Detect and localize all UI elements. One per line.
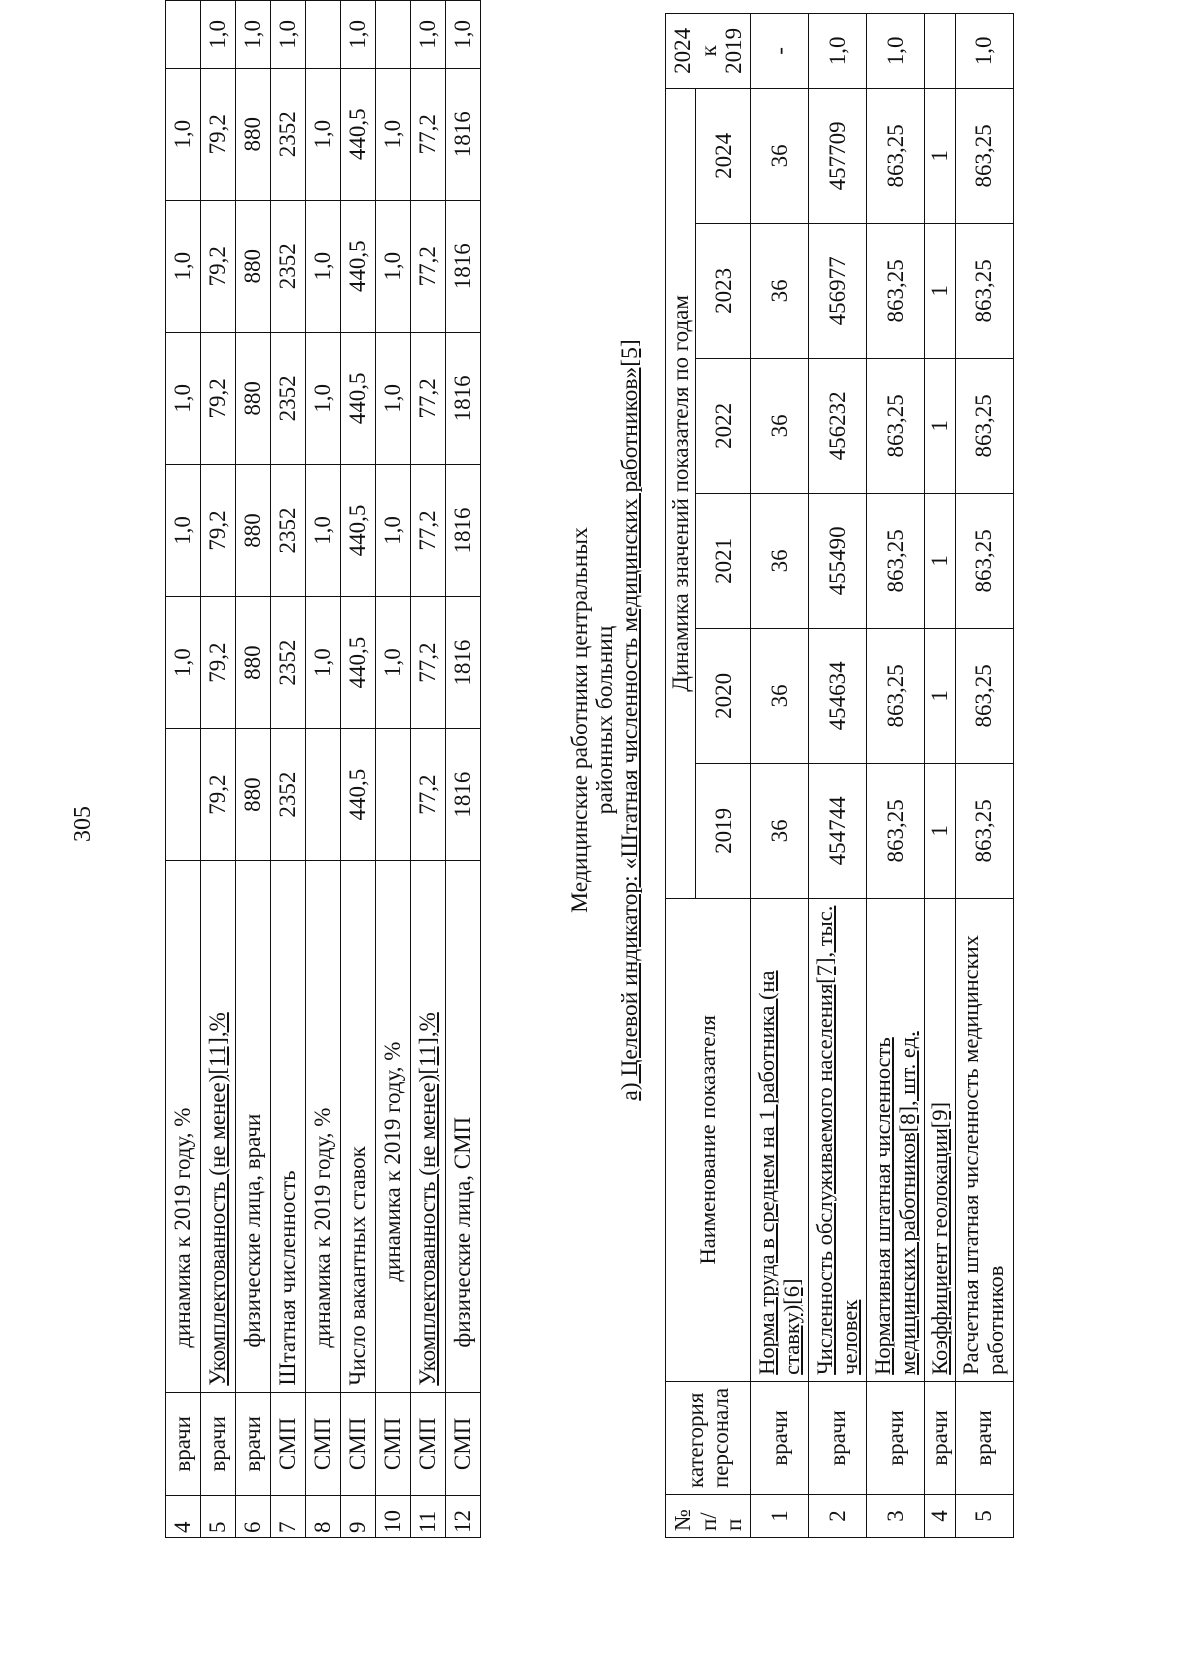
- header-dynamics: Динамика значений показателя по годам: [666, 88, 696, 898]
- row-value: 863,25: [867, 628, 925, 763]
- row-category: врачи: [925, 1381, 955, 1494]
- row-value: 880: [236, 597, 271, 729]
- row-category: врачи: [236, 1392, 271, 1495]
- row-number: 8: [306, 1496, 341, 1538]
- row-category: врачи: [201, 1392, 236, 1495]
- row-value: 455490: [809, 493, 867, 628]
- row-ratio: 1,0: [867, 13, 925, 88]
- row-category: врачи: [751, 1381, 809, 1494]
- row-value: 36: [751, 493, 809, 628]
- row-value: 880: [236, 200, 271, 332]
- row-ratio: 1,0: [236, 1, 271, 69]
- row-ratio: 1,0: [809, 13, 867, 88]
- table-row: [271, 1, 306, 1538]
- table-row: [236, 1, 271, 1538]
- table-row: [925, 13, 955, 1537]
- table-row: [955, 13, 1013, 1537]
- row-value: 456232: [809, 358, 867, 493]
- row-indicator-name: [166, 861, 201, 1392]
- row-value: 440,5: [341, 200, 376, 332]
- row-value: 863,25: [955, 628, 1013, 763]
- row-value: 440,5: [341, 597, 376, 729]
- row-indicator-name: [411, 861, 446, 1392]
- row-value: 863,25: [867, 88, 925, 223]
- row-indicator-name: [867, 898, 925, 1381]
- row-value: 79,2: [201, 332, 236, 464]
- row-number: 7: [271, 1496, 306, 1538]
- row-category: СМП: [446, 1392, 481, 1495]
- row-value: 863,25: [955, 358, 1013, 493]
- header-year: 2022: [696, 358, 751, 493]
- header-year: 2024: [696, 88, 751, 223]
- row-value: 863,25: [955, 88, 1013, 223]
- row-value: 79,2: [201, 597, 236, 729]
- row-value: 1: [925, 628, 955, 763]
- row-value: 454744: [809, 763, 867, 898]
- row-indicator-name: [751, 898, 809, 1381]
- row-number: 5: [955, 1495, 1013, 1538]
- row-value: 2352: [271, 729, 306, 861]
- header-indicator-name: Наименование показателя: [666, 898, 751, 1381]
- row-value: 79,2: [201, 200, 236, 332]
- row-indicator-text: Норма труда в среднем на 1 работника (на ставку)[6]: [754, 970, 804, 1375]
- row-indicator-name: [446, 861, 481, 1392]
- row-value: 36: [751, 223, 809, 358]
- row-category: СМП: [306, 1392, 341, 1495]
- row-number: 2: [809, 1495, 867, 1538]
- row-value: 1: [925, 493, 955, 628]
- row-value: 1,0: [166, 68, 201, 200]
- row-value: 1: [925, 223, 955, 358]
- row-value: 1,0: [306, 68, 341, 200]
- row-number: 6: [236, 1496, 271, 1538]
- row-indicator-text: Численность обслуживаемого населения[7], тыс. человек: [812, 905, 862, 1375]
- row-ratio: [166, 1, 201, 69]
- row-value: 1,0: [166, 200, 201, 332]
- table-row: [306, 1, 341, 1538]
- row-value: 880: [236, 464, 271, 596]
- header-row-1: [666, 13, 696, 1537]
- row-value: 77,2: [411, 200, 446, 332]
- row-number: 1: [751, 1495, 809, 1538]
- row-value: 77,2: [411, 68, 446, 200]
- row-number: 9: [341, 1496, 376, 1538]
- row-value: 2352: [271, 332, 306, 464]
- row-value: 36: [751, 628, 809, 763]
- row-value: 1,0: [166, 597, 201, 729]
- row-indicator-name: [236, 861, 271, 1392]
- indicator-table-bottom: [665, 13, 1014, 1538]
- row-value: 1,0: [376, 597, 411, 729]
- row-value: 440,5: [341, 464, 376, 596]
- row-value: 2352: [271, 68, 306, 200]
- row-value: [376, 729, 411, 861]
- row-value: 863,25: [867, 763, 925, 898]
- row-indicator-text: динамика к 2019 году, %: [380, 1041, 406, 1282]
- row-value: 2352: [271, 464, 306, 596]
- header-year: 2020: [696, 628, 751, 763]
- row-ratio: 1,0: [201, 1, 236, 69]
- table-row: [201, 1, 236, 1538]
- row-indicator-text: Укомплектованность (не менее)[11],%: [415, 1012, 441, 1386]
- table-row: [446, 1, 481, 1538]
- row-value: 880: [236, 68, 271, 200]
- row-ratio: [306, 1, 341, 69]
- row-value: 1,0: [306, 200, 341, 332]
- row-value: 2352: [271, 200, 306, 332]
- row-value: 36: [751, 358, 809, 493]
- header-year: 2023: [696, 223, 751, 358]
- caption-line-1: Медицинские работники центральных: [567, 527, 593, 913]
- row-value: 1,0: [306, 597, 341, 729]
- row-value: 454634: [809, 628, 867, 763]
- row-ratio: -: [751, 13, 809, 88]
- row-value: 440,5: [341, 332, 376, 464]
- row-value: 1: [925, 88, 955, 223]
- row-value: 1816: [446, 332, 481, 464]
- row-value: 863,25: [867, 493, 925, 628]
- row-indicator-name: [201, 861, 236, 1392]
- caption-line-2: районных больниц: [592, 625, 618, 815]
- row-value: 457709: [809, 88, 867, 223]
- row-value: 79,2: [201, 464, 236, 596]
- table-row: [867, 13, 925, 1537]
- row-value: 1,0: [376, 68, 411, 200]
- page-number: 305: [70, 806, 96, 842]
- row-value: 77,2: [411, 729, 446, 861]
- row-indicator-name: [271, 861, 306, 1392]
- row-value: 440,5: [341, 729, 376, 861]
- row-value: 1,0: [376, 464, 411, 596]
- row-value: 1,0: [306, 332, 341, 464]
- row-value: 863,25: [955, 763, 1013, 898]
- row-value: 36: [751, 88, 809, 223]
- row-indicator-text: Штатная численность: [275, 1170, 301, 1386]
- row-indicator-text: Коэффициент геолокации[9]: [926, 1102, 952, 1375]
- row-value: 880: [236, 332, 271, 464]
- row-value: 880: [236, 729, 271, 861]
- row-number: 3: [867, 1495, 925, 1538]
- row-value: 79,2: [201, 729, 236, 861]
- row-indicator-name: [809, 898, 867, 1381]
- row-indicator-text: динамика к 2019 году, %: [310, 1107, 336, 1348]
- row-ratio: [376, 1, 411, 69]
- header-category: категория персонала: [666, 1381, 751, 1494]
- row-number: 11: [411, 1496, 446, 1538]
- row-indicator-text: Укомплектованность (не менее)[11],%: [205, 1012, 231, 1386]
- row-category: врачи: [809, 1381, 867, 1494]
- row-category: СМП: [411, 1392, 446, 1495]
- table-row: [751, 13, 809, 1537]
- header-year: 2019: [696, 763, 751, 898]
- header-year: 2021: [696, 493, 751, 628]
- row-value: 863,25: [867, 358, 925, 493]
- row-value: 863,25: [955, 493, 1013, 628]
- table-row: [166, 1, 201, 1538]
- row-indicator-text: физические лица, СМП: [450, 1116, 476, 1348]
- row-indicator-name: [955, 898, 1013, 1381]
- row-ratio: 1,0: [446, 1, 481, 69]
- row-value: 863,25: [867, 223, 925, 358]
- caption-line-3: а) Целевой индикатор: «Штатная численность медицинских работников»[5]: [617, 339, 643, 1101]
- row-indicator-text: физические лица, врачи: [240, 1113, 266, 1348]
- table-row: [341, 1, 376, 1538]
- row-indicator-text: динамика к 2019 году, %: [170, 1107, 196, 1348]
- row-number: 5: [201, 1496, 236, 1538]
- row-value: 77,2: [411, 597, 446, 729]
- row-value: 1,0: [166, 332, 201, 464]
- row-category: СМП: [271, 1392, 306, 1495]
- row-indicator-name: [341, 861, 376, 1392]
- row-value: 1,0: [306, 464, 341, 596]
- header-ratio: 2024 к 2019: [666, 13, 751, 88]
- row-category: врачи: [955, 1381, 1013, 1494]
- row-value: 1816: [446, 729, 481, 861]
- table-row: [411, 1, 446, 1538]
- row-number: 4: [925, 1495, 955, 1538]
- row-value: 77,2: [411, 332, 446, 464]
- row-value: 456977: [809, 223, 867, 358]
- row-indicator-text: Расчетная штатная численность медицинских работников: [958, 935, 1009, 1375]
- row-value: 440,5: [341, 68, 376, 200]
- row-ratio: 1,0: [271, 1, 306, 69]
- row-indicator-name: [925, 898, 955, 1381]
- header-num: № п/п: [666, 1495, 751, 1538]
- row-ratio: 1,0: [411, 1, 446, 69]
- row-ratio: 1,0: [955, 13, 1013, 88]
- row-category: врачи: [867, 1381, 925, 1494]
- section-caption: [568, 290, 643, 1150]
- row-number: 10: [376, 1496, 411, 1538]
- table-row: [376, 1, 411, 1538]
- row-value: 1,0: [376, 200, 411, 332]
- row-indicator-text: Нормативная штатная численность медицинских работников[8], шт. ед.: [870, 1031, 920, 1375]
- row-value: 2352: [271, 597, 306, 729]
- row-value: 863,25: [955, 223, 1013, 358]
- row-ratio: 1,0: [341, 1, 376, 69]
- row-number: 4: [166, 1496, 201, 1538]
- row-category: СМП: [341, 1392, 376, 1495]
- row-value: [166, 729, 201, 861]
- row-number: 12: [446, 1496, 481, 1538]
- row-value: 1816: [446, 68, 481, 200]
- row-category: СМП: [376, 1392, 411, 1495]
- row-value: 1816: [446, 597, 481, 729]
- table-row: [809, 13, 867, 1537]
- row-ratio: [925, 13, 955, 88]
- row-value: 1816: [446, 464, 481, 596]
- row-value: 1,0: [376, 332, 411, 464]
- row-category: врачи: [166, 1392, 201, 1495]
- row-indicator-text: Число вакантных ставок: [345, 1146, 371, 1386]
- row-indicator-name: [376, 861, 411, 1392]
- row-value: 1: [925, 763, 955, 898]
- row-indicator-name: [306, 861, 341, 1392]
- row-value: 1: [925, 358, 955, 493]
- row-value: 77,2: [411, 464, 446, 596]
- row-value: 1,0: [166, 464, 201, 596]
- row-value: 1816: [446, 200, 481, 332]
- row-value: 36: [751, 763, 809, 898]
- indicator-table-top: [165, 0, 481, 1538]
- row-value: 79,2: [201, 68, 236, 200]
- row-value: [306, 729, 341, 861]
